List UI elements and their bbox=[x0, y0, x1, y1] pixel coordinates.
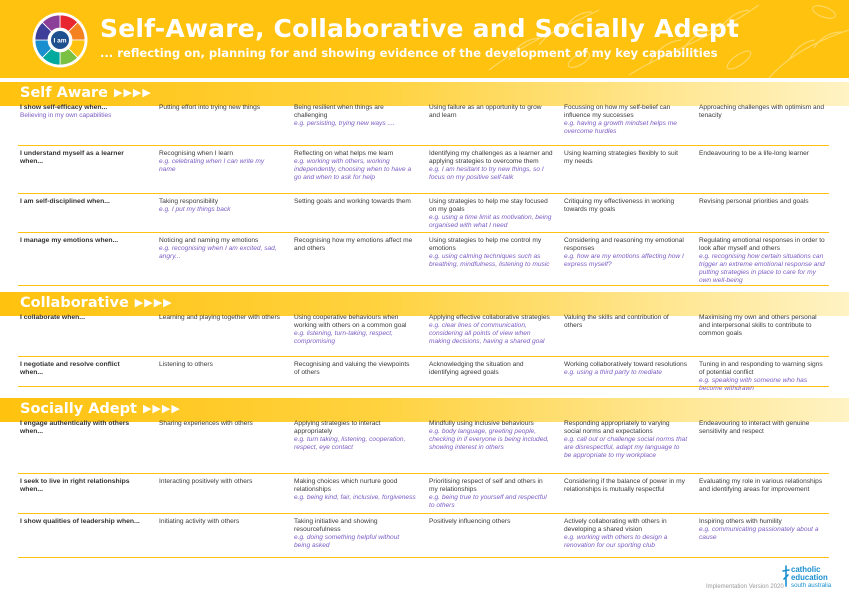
cell-text: Critiquing my effectiveness in working towards my goals bbox=[564, 198, 675, 213]
table-cell bbox=[564, 314, 688, 330]
cell-example: e.g. communicating passionately about a cause bbox=[699, 525, 819, 541]
cell-text: Revising personal priorities and goals bbox=[699, 198, 809, 205]
table-cell bbox=[159, 314, 281, 322]
table-cell bbox=[699, 150, 827, 158]
logo-line-3: south australia bbox=[791, 582, 832, 589]
row-label-cell bbox=[20, 518, 142, 526]
section-title-text: Collaborative bbox=[20, 295, 129, 311]
table-cell bbox=[159, 237, 281, 261]
cell-text: Acknowledging the situation and identifying agreed goals bbox=[429, 361, 524, 376]
row-label: I engage authentically with others when... bbox=[20, 420, 130, 435]
cell-text: Recognising and valuing the viewpoints of others bbox=[294, 361, 410, 376]
table-cell bbox=[429, 237, 553, 269]
section-title-text: Self Aware bbox=[20, 85, 108, 101]
cell-text: Initiating activity with others bbox=[159, 518, 240, 525]
cell-text: Applying effective collaborative strategies bbox=[429, 314, 550, 321]
table-cell bbox=[294, 518, 416, 550]
cell-example: e.g. recognising when I am excited, sad, angry... bbox=[159, 244, 277, 260]
cell-example: e.g. speaking with someone who has become withdrawn bbox=[699, 376, 808, 392]
cell-text: Making choices which nurture good relationships bbox=[294, 478, 398, 493]
table-row bbox=[18, 310, 829, 357]
cell-text: Using failure as an opportunity to grow and learn bbox=[429, 104, 542, 119]
section-title bbox=[20, 295, 173, 311]
cell-example: e.g. being kind, fair, inclusive, forgiveness bbox=[294, 493, 416, 501]
page-title: Self-Aware, Collaborative and Socially Adept bbox=[100, 14, 740, 43]
arrows-icon: ▶▶▶▶ bbox=[142, 402, 181, 415]
cell-example: e.g. using a time limit as motivation, being organised with what I need bbox=[429, 213, 552, 229]
table-cell bbox=[564, 478, 688, 494]
table-cell bbox=[699, 478, 827, 494]
cell-text: Using strategies to help me control my emotions bbox=[429, 237, 542, 252]
cell-example: e.g. I am hesitant to try new things, so I focus on my positive self-talk bbox=[429, 165, 544, 181]
row-label-cell bbox=[20, 361, 142, 377]
table-cell bbox=[294, 361, 416, 377]
header-banner bbox=[0, 0, 849, 78]
table-row bbox=[18, 474, 829, 514]
cell-text: Recognising how my emotions affect me and others bbox=[294, 237, 413, 252]
table-cell bbox=[564, 361, 688, 377]
table-cell bbox=[699, 104, 827, 120]
cell-text: Considering and reasoning my emotional responses bbox=[564, 237, 684, 252]
cell-text: Inspiring others with humility bbox=[699, 518, 782, 525]
row-label: I manage my emotions when... bbox=[20, 237, 119, 244]
cell-example: e.g. body language, greeting people, checking in if everyone is being included, showing interest in others bbox=[429, 427, 549, 451]
cell-text: Putting effort into trying new things bbox=[159, 104, 261, 111]
cell-text: Reflecting on what helps me learn bbox=[294, 150, 394, 157]
table-cell bbox=[564, 150, 688, 166]
capability-wheel-logo bbox=[32, 12, 88, 68]
wheel-badge-text: I am bbox=[53, 37, 67, 45]
cell-example: e.g. call out or challenge social norms that are disrespectful, adapt my language to be appropriate to my workplace bbox=[564, 435, 688, 459]
cell-text: Being resilient when things are challenging bbox=[294, 104, 384, 119]
table-cell bbox=[159, 104, 281, 112]
cell-text: Prioritising respect of self and others in my relationships bbox=[429, 478, 543, 493]
table-cell bbox=[699, 420, 827, 436]
table-row bbox=[18, 100, 829, 146]
cell-example: e.g. how are my emotions affecting how I express myself? bbox=[564, 252, 684, 268]
table-cell bbox=[429, 420, 553, 452]
row-label: I seek to live in right relationships when... bbox=[20, 478, 130, 493]
table-cell bbox=[429, 314, 553, 346]
table-row bbox=[18, 514, 829, 558]
arrows-icon: ▶▶▶▶ bbox=[114, 86, 152, 99]
cell-text: Using strategies to help me stay focused on my goals bbox=[429, 198, 548, 213]
cell-text: Learning and playing together with others bbox=[159, 314, 280, 321]
table-row bbox=[18, 416, 829, 474]
cell-text: Actively collaborating with others in developing a shared vision bbox=[564, 518, 667, 533]
logo-line-2: education bbox=[791, 573, 828, 582]
cell-text: Listening to others bbox=[159, 361, 213, 368]
cell-text: Focussing on how my self-belief can influence my successes bbox=[564, 104, 671, 119]
cell-example: e.g. persisting, trying new ways .... bbox=[294, 119, 395, 127]
row-label: I am self-disciplined when... bbox=[20, 198, 110, 205]
cell-text: Responding appropriately to varying social norms and expectations bbox=[564, 420, 670, 435]
table-cell bbox=[159, 478, 281, 486]
cell-example: e.g. having a growth mindset helps me overcome hurdles bbox=[564, 119, 677, 135]
table-cell bbox=[294, 478, 416, 502]
table-cell bbox=[429, 150, 553, 182]
cell-text: Using cooperative behaviours when working with others on a common goal bbox=[294, 314, 407, 329]
row-label-cell bbox=[20, 314, 142, 322]
table-cell bbox=[429, 104, 553, 120]
table-cell bbox=[294, 198, 416, 206]
section-title bbox=[20, 85, 152, 101]
cell-text: Regulating emotional responses in order to look after myself and others bbox=[699, 237, 825, 252]
cell-text: Positively influencing others bbox=[429, 518, 511, 525]
row-label: I negotiate and resolve conflict when... bbox=[20, 361, 120, 376]
table-cell bbox=[699, 237, 827, 284]
table-cell bbox=[294, 237, 416, 253]
table-cell bbox=[294, 150, 416, 182]
cell-text: Maximising my own and others personal and interpersonal skills to contribute to common goals bbox=[699, 314, 817, 337]
table-cell bbox=[564, 420, 688, 460]
cell-example: e.g. turn taking, listening, cooperation, respect, eye contact bbox=[294, 435, 406, 451]
arrows-icon: ▶▶▶▶ bbox=[134, 296, 173, 309]
table-cell bbox=[159, 361, 281, 369]
cross-figure-icon bbox=[782, 565, 790, 587]
cell-text: Identifying my challenges as a learner and applying strategies to overcome them bbox=[429, 150, 553, 165]
cell-text: Applying strategies to interact appropriately bbox=[294, 420, 381, 435]
table-cell bbox=[564, 237, 688, 269]
cell-text: Mindfully using inclusive behaviours bbox=[429, 420, 534, 427]
row-label: I collaborate when... bbox=[20, 314, 85, 321]
table-cell bbox=[429, 518, 553, 526]
cell-text: Endeavouring to interact with genuine sensitivity and respect bbox=[699, 420, 810, 435]
table-row bbox=[18, 146, 829, 194]
table-cell bbox=[564, 518, 688, 550]
table-cell bbox=[159, 518, 281, 526]
table-cell bbox=[159, 198, 281, 214]
cell-example: e.g. doing something helpful without being asked bbox=[294, 533, 400, 549]
cell-text: Taking responsibility bbox=[159, 198, 219, 205]
cell-text: Approaching challenges with optimism and tenacity bbox=[699, 104, 824, 119]
row-label: I understand myself as a learner when... bbox=[20, 150, 124, 165]
cell-text: Tuning in and responding to warning signs of potential conflict bbox=[699, 361, 823, 376]
cell-example: e.g. working with others to design a renovation for our sporting club bbox=[564, 533, 668, 549]
cell-example: e.g. celebrating when I can write my name bbox=[159, 157, 265, 173]
cell-text: Considering if the balance of power in my relationships is mutually respectful bbox=[564, 478, 685, 493]
table-cell bbox=[699, 518, 827, 542]
table-cell bbox=[429, 361, 553, 377]
cell-text: Endeavouring to be a life-long learner bbox=[699, 150, 809, 157]
row-label: I show qualities of leadership when... bbox=[20, 518, 140, 525]
table-cell bbox=[429, 478, 553, 510]
row-label-cell bbox=[20, 237, 142, 245]
cell-example: e.g. recognising how certain situations can trigger an extreme emotional response and putting strategies in place to care for my own well-being bbox=[699, 252, 825, 284]
logo-line-1: catholic bbox=[791, 565, 821, 574]
table-cell bbox=[699, 198, 827, 206]
table-cell bbox=[564, 104, 688, 136]
cell-example: e.g. clear lines of communication, considering all points of view when making decisions, having a shared goal bbox=[429, 321, 545, 345]
cell-text: Sharing experiences with others bbox=[159, 420, 253, 427]
row-label-cell bbox=[20, 420, 142, 436]
cell-text: Setting goals and working towards them bbox=[294, 198, 411, 205]
table-row bbox=[18, 233, 829, 286]
cell-text: Noticing and naming my emotions bbox=[159, 237, 259, 244]
table-cell bbox=[429, 198, 553, 230]
section-title bbox=[20, 401, 181, 417]
cell-text: Interacting positively with others bbox=[159, 478, 253, 485]
catholic-education-logo bbox=[782, 563, 832, 595]
table-cell bbox=[294, 104, 416, 128]
cell-example: e.g. listening, turn-taking, respect, compromising bbox=[294, 329, 393, 345]
row-sublabel: Believing in my own capabilities bbox=[20, 111, 112, 119]
cell-text: Valuing the skills and contribution of others bbox=[564, 314, 669, 329]
table-row bbox=[18, 357, 829, 392]
cell-example: e.g. being true to yourself and respectful to others bbox=[429, 493, 547, 509]
row-label-cell bbox=[20, 198, 142, 206]
cell-text: Recognising when I learn bbox=[159, 150, 234, 157]
cell-text: Using learning strategies flexibly to suit my needs bbox=[564, 150, 678, 165]
row-label-cell bbox=[20, 478, 142, 494]
cell-text: Working collaboratively toward resolutions bbox=[564, 361, 688, 368]
table-cell bbox=[699, 314, 827, 338]
version-note: Implementation Version 2020 bbox=[706, 584, 784, 590]
table-cell bbox=[699, 361, 827, 393]
table-cell bbox=[294, 420, 416, 452]
section-title-text: Socially Adept bbox=[20, 401, 137, 417]
row-label-cell bbox=[20, 104, 142, 120]
table-cell bbox=[159, 420, 281, 428]
cell-example: e.g. I put my things back bbox=[159, 205, 231, 213]
table-row bbox=[18, 194, 829, 233]
cell-text: Evaluating my role in various relationships and identifying areas for improvement bbox=[699, 478, 823, 493]
cell-example: e.g. using a third party to mediate bbox=[564, 368, 662, 376]
cell-text: Taking initiative and showing resourcefulness bbox=[294, 518, 378, 533]
row-label-cell bbox=[20, 150, 142, 166]
row-label: I show self-efficacy when... bbox=[20, 104, 108, 111]
table-cell bbox=[159, 150, 281, 174]
table-cell bbox=[564, 198, 688, 214]
cell-example: e.g. working with others, working independently, choosing when to have a go and when to ask for help bbox=[294, 157, 412, 181]
cell-example: e.g. using calming techniques such as breathing, mindfulness, listening to music bbox=[429, 252, 550, 268]
table-cell bbox=[294, 314, 416, 346]
page-subtitle: ... reflecting on, planning for and showing evidence of the development of my key capabilities bbox=[100, 46, 718, 60]
